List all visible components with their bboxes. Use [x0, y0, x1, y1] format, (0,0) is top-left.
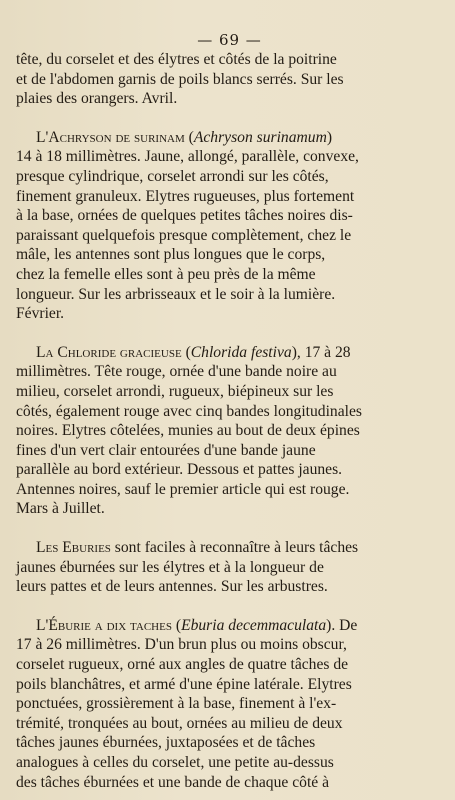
text-line: fines d'un vert clair entourées d'une bande jaune	[16, 441, 316, 459]
text-line: presque cylindrique, corselet arrondi sur les côtés,	[16, 167, 329, 185]
species-common-name: Les Eburies	[36, 539, 111, 557]
text-line: côtés, également rouge avec cinq bandes longitudinales	[16, 402, 362, 420]
heading-line	[16, 343, 413, 363]
paragraph-continuation	[16, 50, 413, 109]
text-line: paraissant quelquefois presque complètement, chez le	[16, 226, 352, 244]
line-prefix: L'	[36, 128, 49, 146]
text-line: milieu, corselet arrondi, rugueux, biépineux sur les	[16, 382, 334, 400]
page-number: — 69 —	[197, 31, 262, 49]
text-line: mâle, les antennes sont plus longues que le corps,	[16, 246, 326, 264]
text-line: jaunes éburnées sur les élytres et à la longueur de	[16, 558, 324, 576]
text-line: à la base, ornées de quelques petites tâches noires dis-	[16, 207, 353, 225]
line-suffix: ). De	[326, 616, 358, 634]
paragraph-eburie-dix-taches	[16, 616, 413, 792]
paragraph-eburies	[16, 538, 413, 597]
text-line: plaies des orangers. Avril.	[16, 90, 178, 108]
species-latin-name: Achryson surinamum	[193, 128, 327, 146]
species-common-name: Éburie a dix taches	[48, 616, 172, 634]
heading-line	[16, 616, 413, 636]
line-separator: (	[181, 343, 191, 361]
text-line: leurs pattes et de leurs antennes. Sur les arbustres.	[16, 578, 328, 596]
line-separator: (	[171, 616, 182, 634]
text-line: longueur. Sur les arbrisseaux et le soir à la lumière.	[16, 285, 336, 303]
text-line: tête, du corselet et des élytres et côtés de la poitrine	[16, 51, 337, 68]
text-line: 14 à 18 millimètres. Jaune, allongé, parallèle, convexe,	[16, 148, 359, 166]
line-prefix: L'	[36, 616, 49, 634]
text-line: Février.	[16, 305, 65, 323]
species-latin-name: Chlorida festiva	[190, 343, 292, 361]
text-line: parallèle au bord extérieur. Dessous et pattes jaunes.	[16, 461, 343, 479]
paragraph-achryson	[16, 128, 413, 324]
line-separator: (	[184, 128, 194, 146]
line-suffix: sont faciles à reconnaître à leurs tâches	[110, 539, 359, 557]
text-line: et de l'abdomen garnis de poils blancs serrés. Sur les	[16, 70, 344, 88]
text-line: poils blanchâtres, et armé d'une épine latérale. Elytres	[16, 675, 352, 693]
text-line: analogues à celles du corselet, une petite au-dessus	[16, 754, 334, 771]
text-line: Mars à Juillet.	[16, 500, 105, 518]
line-suffix: )	[326, 128, 333, 146]
text-line: trémité, tronquées au bout, ornées au milieu de deux	[16, 714, 343, 732]
species-latin-name: Eburia decemmaculata	[181, 616, 327, 634]
heading-line	[16, 128, 413, 148]
species-common-name: La Chloride gracieuse	[36, 343, 182, 361]
text-line: finement granuleux. Elytres rugueuses, plus fortement	[16, 187, 355, 205]
text-line: ponctuées, grossièrement à la base, finement à l'ex-	[16, 695, 337, 713]
text-line: chez la femelle elles sont à peu près de la même	[16, 265, 316, 283]
text-line: 17 à 26 millimètres. D'un brun plus ou moins obscur,	[16, 636, 347, 654]
text-line: Antennes noires, sauf le premier article qui est rouge.	[16, 480, 350, 498]
species-common-name: Achryson de surinam	[48, 128, 185, 146]
text-line: des tâches éburnées et une bande de chaque côté à	[16, 773, 330, 791]
paragraph-chloride	[16, 343, 413, 519]
text-line: noires. Elytres côtelées, munies au bout de deux épines	[16, 422, 360, 440]
line-suffix: ), 17 à 28	[291, 343, 351, 361]
text-line: corselet rugueux, orné aux angles de quatre tâches de	[16, 656, 349, 674]
text-line: tâches jaunes éburnées, juxtaposées et de tâches	[16, 734, 316, 752]
heading-line	[16, 538, 413, 558]
text-line: millimètres. Tête rouge, ornée d'une bande noire au	[16, 363, 337, 381]
